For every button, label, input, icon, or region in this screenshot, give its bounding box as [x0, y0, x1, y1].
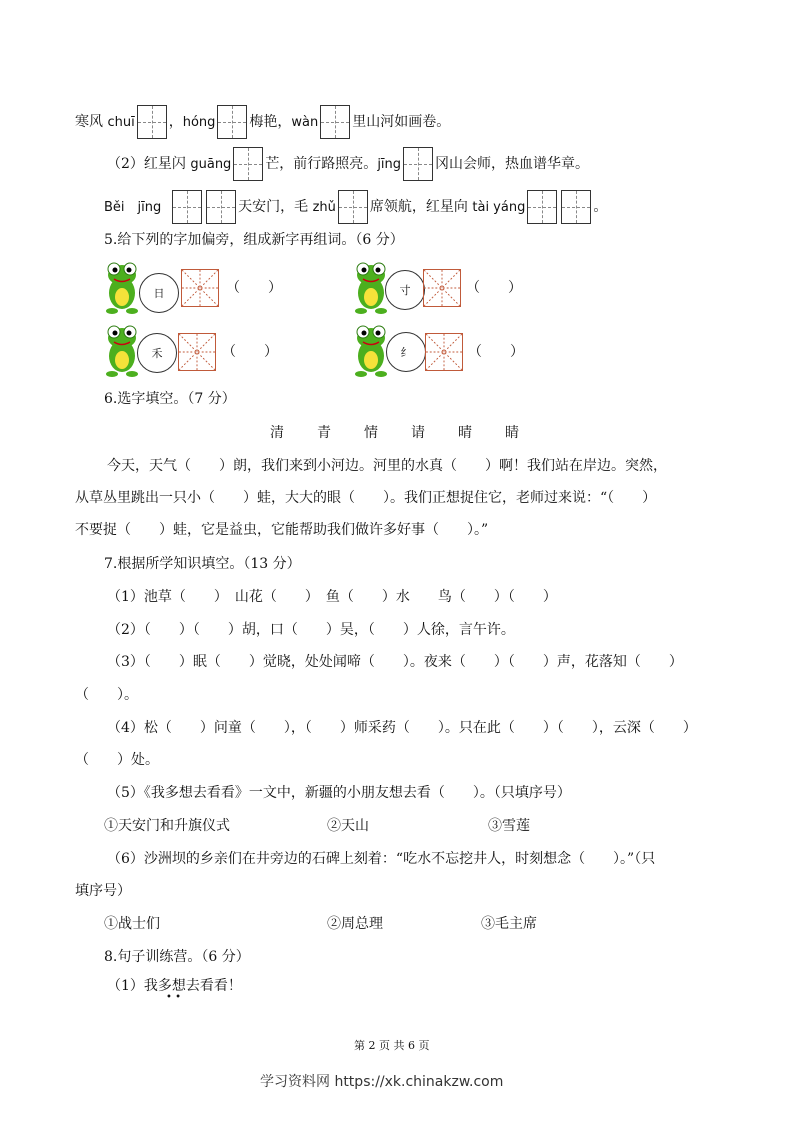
- writing-box[interactable]: [338, 190, 368, 224]
- q6-title: 6.选字填空。（7 分）: [104, 391, 236, 407]
- q6-paragraph-line: 今天，天气（ ）朗，我们来到小河边。河里的水真（ ）啊！我们站在岸边。突然，: [107, 458, 667, 474]
- mi-grid-box[interactable]: [423, 269, 461, 307]
- q7-option: ①天安门和升旗仪式: [104, 818, 230, 834]
- q6-paragraph-line: 不要捉（ ）蛙，它是益虫，它能帮助我们做许多好事（ ）。”: [75, 522, 489, 538]
- q7-option: ③雪莲: [488, 818, 530, 834]
- choice-char: 请: [411, 425, 425, 441]
- q7-line: （4）松（ ）问童（ ），（ ）师采药（ ）。只在此（ ）（ ），云深（ ）: [107, 720, 697, 736]
- q7-line: （3）（ ）眠（ ）觉晓，处处闻啼（ ）。夜来（ ）（ ）声，花落知（ ）: [107, 654, 683, 670]
- q7-option: ②天山: [327, 818, 369, 834]
- char-circle: 禾: [137, 333, 177, 373]
- mi-grid-box[interactable]: [425, 333, 463, 371]
- q4-line1: 寒风 chuī ，hóng 梅艳，wàn 里山河如画卷。: [75, 105, 450, 139]
- choice-char: 青: [317, 425, 331, 441]
- q6-char-list: [270, 422, 535, 444]
- writing-box[interactable]: [137, 105, 167, 139]
- q7-line: （1）池草（ ） 山花（ ） 鱼（ ）水 鸟（ ）（ ）: [107, 589, 557, 605]
- char-circle: 日: [139, 273, 179, 313]
- emphasis-dots: • •: [166, 992, 181, 1003]
- page-number: 第 2 页 共 6 页: [354, 1039, 430, 1052]
- writing-box[interactable]: [206, 190, 236, 224]
- q7-option: ③毛主席: [481, 916, 537, 932]
- q7-title: 7.根据所学知识填空。（13 分）: [104, 556, 301, 572]
- q7-line: 填序号）: [75, 883, 131, 899]
- frog-icon: [353, 324, 389, 378]
- frog-icon: [104, 324, 140, 378]
- writing-box[interactable]: [320, 105, 350, 139]
- q7-line: （5）《我多想去看看》一文中，新疆的小朋友想去看（ ）。（只填序号）: [107, 785, 571, 801]
- char-circle: 纟: [386, 332, 426, 372]
- q5-title: 5.给下列的字加偏旁，组成新字再组词。（6 分）: [104, 232, 404, 248]
- q4-line3: Běi jīng 天安门，毛 zhǔ 席领航，红星向 tài yáng 。: [104, 190, 607, 224]
- answer-paren[interactable]: （ ）: [466, 280, 522, 296]
- writing-box[interactable]: [403, 147, 433, 181]
- frog-icon: [104, 261, 140, 315]
- q7-line: （ ）。: [75, 687, 138, 703]
- answer-paren[interactable]: （ ）: [222, 344, 278, 360]
- q4-line2: （2）红星闪 guāng 芒，前行路照亮。jīng 冈山会师，热血谱华章。: [107, 147, 589, 181]
- choice-char: 睛: [505, 425, 519, 441]
- q7-option: ②周总理: [327, 916, 383, 932]
- mi-grid-box[interactable]: [178, 333, 216, 371]
- q7-option: ①战士们: [104, 916, 160, 932]
- writing-box[interactable]: [217, 105, 247, 139]
- choice-char: 清: [270, 425, 284, 441]
- answer-paren[interactable]: （ ）: [468, 344, 524, 360]
- writing-box[interactable]: [527, 190, 557, 224]
- char-circle: 寸: [385, 270, 425, 310]
- choice-char: 情: [364, 425, 378, 441]
- writing-box[interactable]: [233, 147, 263, 181]
- answer-paren[interactable]: （ ）: [226, 280, 282, 296]
- q8-title: 8.句子训练营。（6 分）: [104, 949, 250, 965]
- choice-char: 晴: [458, 425, 472, 441]
- site-watermark: 学习资料网 https://xk.chinakzw.com: [260, 1074, 504, 1090]
- q6-paragraph-line: 从草丛里跳出一只小（ ）蛙，大大的眼（ ）。我们正想捉住它，老师过来说：“（ ）: [75, 490, 657, 506]
- mi-grid-box[interactable]: [181, 269, 219, 307]
- q7-line: （6）沙洲坝的乡亲们在井旁边的石碑上刻着：“吃水不忘挖井人，时刻想念（ ）。”（只: [107, 851, 656, 867]
- q8-line: （1）我多想去看看！: [107, 978, 242, 994]
- q7-line: （2）（ ）（ ）胡，口（ ）吴，（ ）人徐，言午许。: [107, 622, 515, 638]
- writing-box[interactable]: [561, 190, 591, 224]
- q7-line: （ ）处。: [75, 752, 159, 768]
- frog-icon: [353, 261, 389, 315]
- writing-box[interactable]: [172, 190, 202, 224]
